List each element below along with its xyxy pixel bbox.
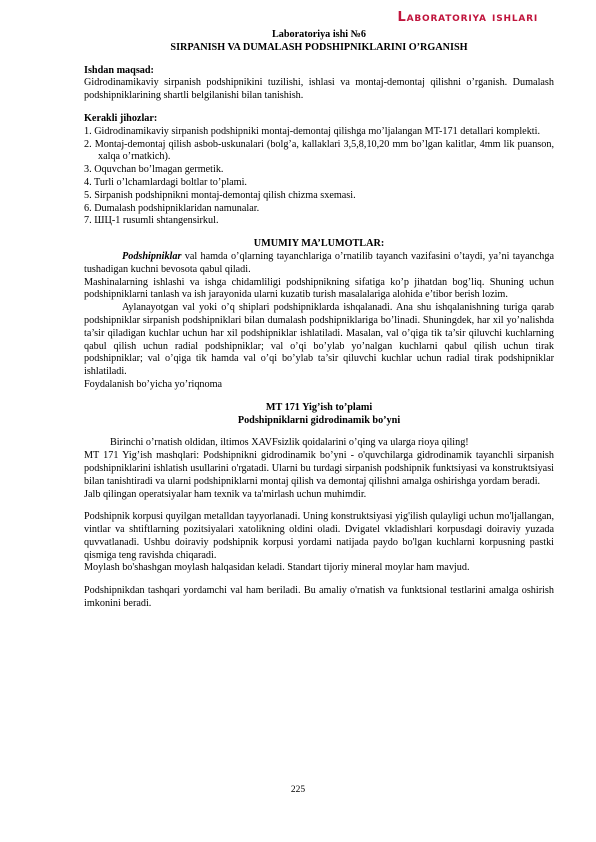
equipment-heading: Kerakli jihozlar: bbox=[84, 112, 158, 124]
kit-paragraph-5: Podshipnikdan tashqari yordamchi val ham beriladi. Bu amaliy o'rnatish va funktsional testlarini amalga oshirish imkonini beradi. bbox=[84, 585, 554, 610]
general-paragraph-2: Mashinalarning ishlashi va ishga chidamliligi podshipnikning sifatiga ko’p jihatdan bog’liq. Shuning uchun podshipniklarni tanlash va ish jarayonida ularni kuzatib turish masalalariga alohida e’tibor berish lozim. bbox=[84, 276, 554, 301]
goal-heading: Ishdan maqsad: bbox=[84, 64, 154, 76]
equipment-list bbox=[84, 126, 554, 228]
list-item: 3. Oquvchan bo’lmagan germetik. bbox=[84, 164, 224, 176]
general-paragraph-3: Aylanayotgan val yoki o’q shiplari podshipniklarda ishqalanadi. Ana shu ishqalanishning turiga qarab podshipniklar sirpanish podshipniklari bilan dumalash podshipniklariga bo’linadi. Shuningdek, har xil yo’nalishda ta’sir qiladigan kuchlar uchun har xil podshipniklar ishlatiladi. Masalan, val o’qiga tik ta’sir qiluvchi kuchlarning qabul qilish uchun radial podshipniklar; val o’qi bo’ylab yo’nalgan kuchlarni qabul qilish uchun tirak podshipniklar; val o’qiga tik hamda val o’qi bo’ylab ta’sir qiluvchi kuchlar uchun radial tirak podshipniklar ishlatiladi. bbox=[84, 302, 554, 378]
term-emphasis: Podshipniklar bbox=[122, 250, 182, 262]
list-item: 5. Sirpanish podshipnikni montaj-demontaj qilish chizma sxemasi. bbox=[84, 189, 356, 201]
section-banner: Laboratoriya ishlari bbox=[397, 10, 538, 25]
list-item: 4. Turli o’lchamlardagi boltlar to’plami. bbox=[84, 176, 247, 188]
kit-subheading: Podshipniklarni gidrodinamik bo’yni bbox=[237, 414, 401, 426]
goal-text: Gidrodinamikaviy sirpanish podshipnikini tuzilishi, ishlasi va montaj-demontaj qilishni o’rganish. Dumalash podshipniklarining shartli belgilanishi bilan tanishish. bbox=[84, 77, 554, 102]
page-number: 225 bbox=[290, 785, 306, 795]
list-item: 6. Dumalash podshipniklaridan namunalar. bbox=[84, 202, 260, 214]
list-item: 1. Gidrodinamikaviy sirpanish podshipniki montaj-demontaj qilishga mo’ljalangan MT-171 detallari komplekti. bbox=[84, 125, 541, 137]
page-content bbox=[84, 29, 554, 611]
lab-main-title: SIRPANISH VA DUMALASH PODSHIPNIKLARINI O’RGANISH bbox=[170, 41, 468, 53]
kit-heading: MT 171 Yig’ish to’plami bbox=[265, 401, 373, 413]
kit-paragraph-4: Moylash bo'shashgan moylash halqasidan keladi. Standart tijoriy mineral moylar ham mavjud. bbox=[84, 562, 470, 574]
list-item: 2. Montaj-demontaj qilish asbob-uskunalari (bolg’a, kallaklari 3,5,8,10,20 mm bo’lgan kalitlar, 4mm lik puanson, xalqa o’rnatkich). bbox=[84, 138, 554, 163]
general-info-heading: UMUMIY MA’LUMOTLAR: bbox=[253, 238, 385, 250]
lab-number-title: Laboratoriya ishi №6 bbox=[271, 29, 366, 40]
list-item: 7. ШЦ-1 rusumli shtangensirkul. bbox=[84, 215, 219, 227]
kit-paragraph-1: MT 171 Yig’ish mashqlari: Podshipnikni gidrodinamik bo’yni - o'quvchilarga gidrodinamik tayanchli sirpanish podshipniklarini ishlatish usullarini o'rgatadi. Ularni bu turdagi sirpanish podshipnik funktsiyasi va konstruktsiyasi bilan tanishtiradi va ularni podshipniklarni montaj qilish va demontaj qilishni amalga oshirishga yordam beradi. bbox=[84, 450, 554, 487]
general-paragraph-1: Podshipniklar val hamda o’qlarning tayanchlariga o’rnatilib tayanch vazifasini o’taydi, ya’ni tayanchga tushadigan kuchni bevosota qabul qiladi. bbox=[84, 250, 554, 275]
instructions-label: Foydalanish bo’yicha yo’riqnoma bbox=[84, 378, 223, 390]
kit-paragraph-2: Jalb qilingan operatsiyalar ham texnik va ta'mirlash uchun muhimdir. bbox=[84, 488, 367, 500]
kit-paragraph-3: Podshipnik korpusi quyilgan metalldan tayyorlanadi. Uning konstruktsiyasi yig'ilish qulayligi uchun mo'ljallangan, vintlar va shtiftlarning pozitsiyalari xatolikning oldini oladi. Dvigatel vkladishlari korpusdagi doiraviy yuzada quvvatlanadi. Ushbu doiraviy podshipnik korpusi yordami natijada paydo bo'lgan kuchlarni korpusning pastki qismiga teng ravishda chiqaradi. bbox=[84, 511, 554, 561]
safety-note: Birinchi o’rnatish oldidan, iltimos XAVFsizlik qoidalarini o’qing va ularga rioya qiling! bbox=[110, 437, 469, 449]
